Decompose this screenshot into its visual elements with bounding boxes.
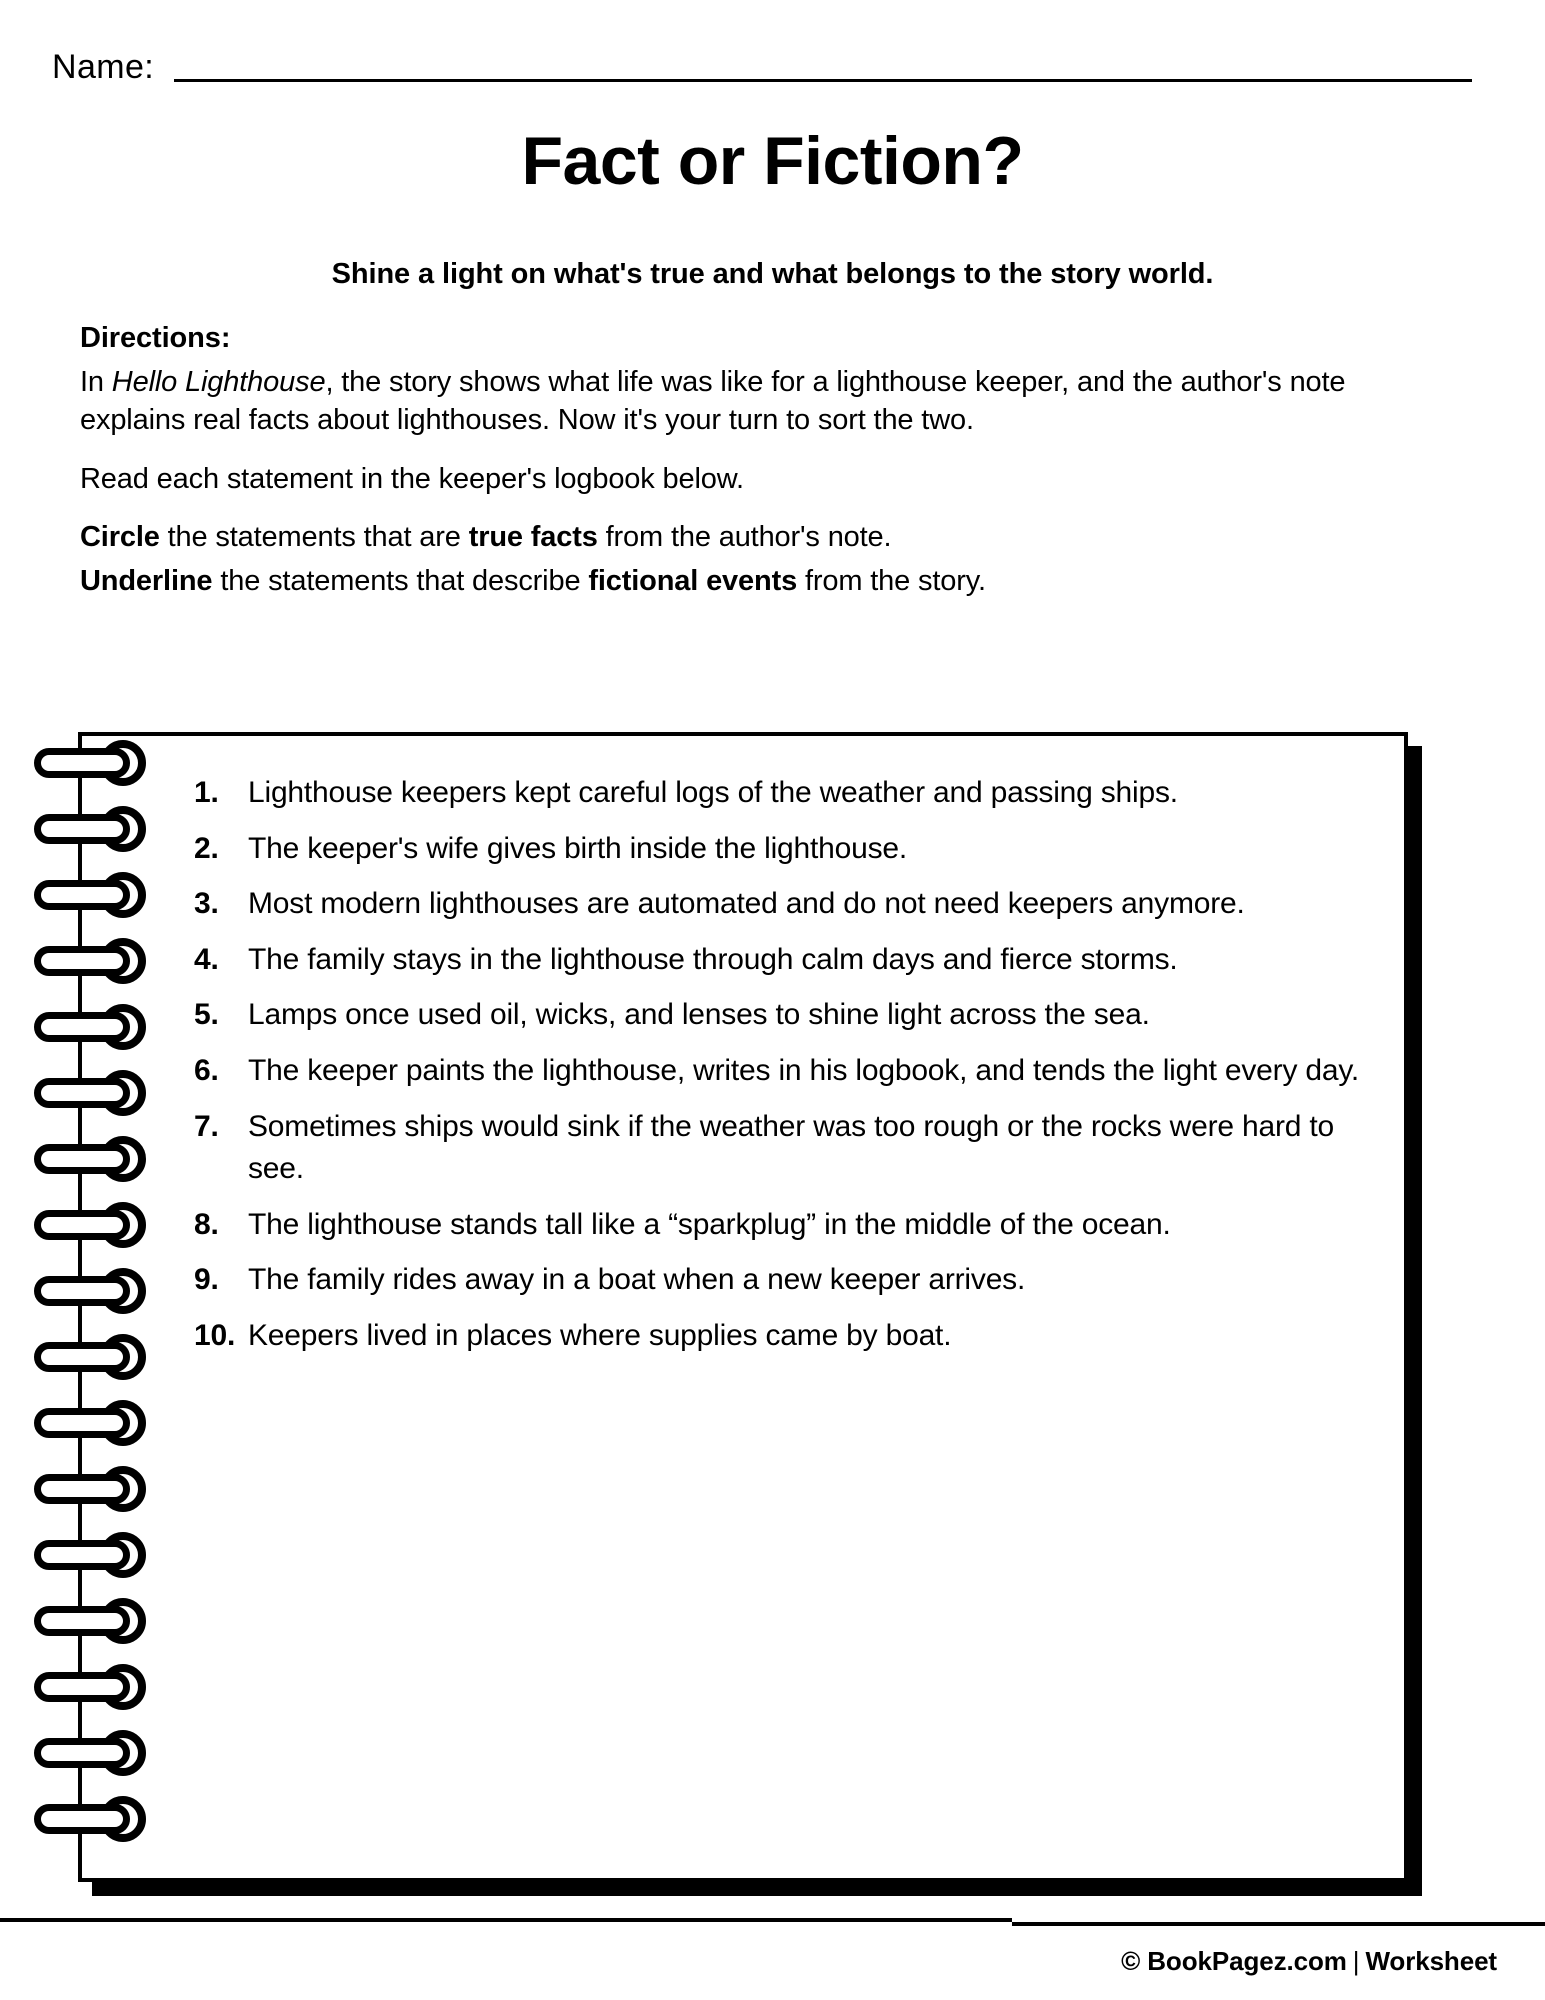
statement-number: 5. bbox=[194, 998, 219, 1032]
statement-text[interactable]: Lamps once used oil, wicks, and lenses to shine light across the sea. bbox=[248, 998, 1150, 1032]
statement-number: 10. bbox=[194, 1318, 236, 1352]
directions-p1-part2: , the story shows what life was like for a lighthouse keeper, and the author's note explains real facts about lighthouses. Now it's your turn to sort the two. bbox=[80, 366, 1346, 437]
statement-text[interactable]: The keeper's wife gives birth inside the lighthouse. bbox=[248, 831, 908, 865]
statement-row[interactable] bbox=[194, 1204, 1374, 1247]
statement-row[interactable] bbox=[194, 994, 1374, 1037]
footer-divider-right bbox=[1012, 1922, 1545, 1926]
statement-text[interactable]: The family rides away in a boat when a new keeper arrives. bbox=[248, 1263, 1026, 1297]
underline-mid-text: the statements that describe bbox=[212, 565, 589, 598]
statement-row[interactable] bbox=[194, 1315, 1374, 1358]
page-subtitle: Shine a light on what's true and what belongs to the story world. bbox=[331, 258, 1214, 290]
statement-text[interactable]: The keeper paints the lighthouse, writes in his logbook, and tends the light every day. bbox=[248, 1053, 1360, 1087]
statement-text[interactable]: Lighthouse keepers kept careful logs of the weather and passing ships. bbox=[248, 776, 1178, 809]
statement-row[interactable] bbox=[194, 1106, 1374, 1191]
statement-number: 6. bbox=[194, 1053, 219, 1087]
notebook-page-surface bbox=[78, 732, 1408, 1882]
book-title-italic: Hello Lighthouse bbox=[111, 366, 326, 398]
fictional-events-keyword: fictional events bbox=[588, 565, 798, 598]
footer-label: Worksheet bbox=[1365, 1946, 1497, 1976]
directions-paragraph-1 bbox=[80, 363, 1450, 440]
circle-end-text: from the author's note. bbox=[597, 520, 892, 553]
statement-row[interactable] bbox=[194, 939, 1374, 982]
page-title: Fact or Fiction? bbox=[521, 123, 1024, 199]
circle-keyword: Circle bbox=[80, 520, 160, 553]
footer bbox=[1121, 1946, 1497, 1977]
statements-list bbox=[194, 772, 1374, 1371]
underline-end-text: from the story. bbox=[797, 565, 986, 598]
statement-number: 4. bbox=[194, 942, 219, 976]
true-facts-keyword: true facts bbox=[468, 520, 598, 553]
directions-circle-instruction bbox=[80, 518, 1450, 556]
name-row bbox=[52, 36, 1472, 88]
statement-row[interactable] bbox=[194, 772, 1374, 815]
statement-number: 3. bbox=[194, 887, 219, 921]
statement-text[interactable]: Sometimes ships would sink if the weather was too rough or the rocks were hard to see. bbox=[248, 1109, 1334, 1186]
footer-divider-left bbox=[0, 1918, 1012, 1922]
statement-row[interactable] bbox=[194, 1050, 1374, 1093]
footer-separator: | bbox=[1352, 1946, 1360, 1976]
circle-mid-text: the statements that are bbox=[159, 520, 469, 553]
name-write-line[interactable] bbox=[174, 79, 1472, 82]
statement-text[interactable]: The family stays in the lighthouse through calm days and fierce storms. bbox=[248, 942, 1178, 976]
directions-heading: Directions: bbox=[80, 322, 231, 354]
logbook-notebook bbox=[78, 732, 1408, 1882]
directions-p1-part1: In bbox=[80, 366, 112, 398]
statement-text[interactable]: Most modern lighthouses are automated and do not need keepers anymore. bbox=[248, 887, 1245, 921]
statement-number: 9. bbox=[194, 1263, 219, 1297]
statement-number: 2. bbox=[194, 831, 219, 865]
statement-number: 7. bbox=[194, 1109, 219, 1143]
directions-underline-instruction bbox=[80, 562, 1450, 600]
statement-text[interactable]: The lighthouse stands tall like a “sparkplug” in the middle of the ocean. bbox=[248, 1207, 1171, 1241]
footer-copyright: © BookPagez.com bbox=[1121, 1946, 1347, 1976]
statement-row[interactable] bbox=[194, 883, 1374, 926]
statement-row[interactable] bbox=[194, 1259, 1374, 1302]
statement-text[interactable]: Keepers lived in places where supplies came by boat. bbox=[248, 1318, 952, 1352]
statement-number: 8. bbox=[194, 1207, 219, 1241]
directions-block bbox=[80, 322, 1450, 620]
underline-keyword: Underline bbox=[80, 565, 213, 598]
statement-number: 1. bbox=[194, 776, 219, 809]
statement-row[interactable] bbox=[194, 828, 1374, 871]
directions-paragraph-2: Read each statement in the keeper's logbook below. bbox=[80, 462, 744, 495]
name-label: Name: bbox=[52, 48, 155, 86]
